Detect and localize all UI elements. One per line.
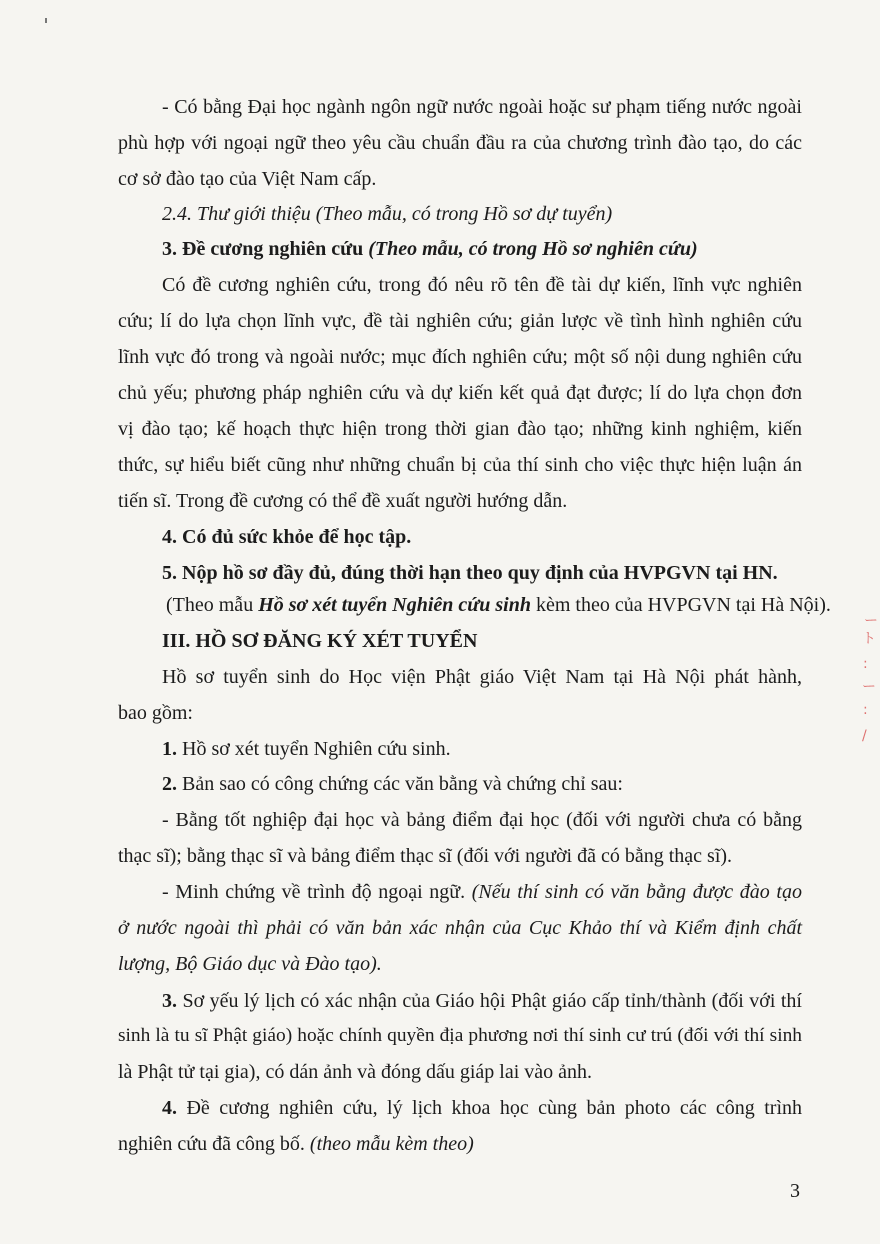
para-proposal-line-3: lĩnh vực đó trong và ngoài nước; mục đích nghiên cứu; một số nội dung nghiên cứu [118, 346, 802, 368]
item-1-number: 1. [162, 738, 177, 760]
item-1-text: Hồ sơ xét tuyển Nghiên cứu sinh. [177, 738, 451, 760]
para-proposal-line-6: thức, sự hiểu biết cũng như những chuẩn bị của thí sinh cho việc thực hiện luận án [118, 454, 802, 476]
heading-health: 4. Có đủ sức khỏe để học tập. [162, 526, 412, 548]
item-2-text: Bản sao có công chứng các văn bằng và chứng chỉ sau: [177, 773, 623, 795]
item-3-text: Sơ yếu lý lịch có xác nhận của Giáo hội Phật giáo cấp tỉnh/thành (đối với thí [177, 990, 802, 1012]
item-3-line-2: sinh là tu sĩ Phật giáo) hoặc chính quyền địa phương nơi thí sinh cư trú (đối với thí sinh [118, 1025, 802, 1046]
item-4-note: (theo mẫu kèm theo) [309, 1133, 474, 1155]
item-2 [162, 771, 623, 797]
item-2-number: 2. [162, 773, 177, 795]
para-proposal-line-7: tiến sĩ. Trong đề cương có thể đề xuất người hướng dẫn. [118, 490, 568, 512]
red-stamp-edge: ー ト : ー : / [862, 613, 878, 744]
para-foreign-degree-line-1: - Có bằng Đại học ngành ngôn ngữ nước ngoài hoặc sư phạm tiếng nước ngoài [162, 96, 802, 118]
para-language-line-3: lượng, Bộ Giáo dục và Đào tạo). [118, 953, 382, 975]
scan-speck [45, 18, 47, 23]
item-3-number: 3. [162, 990, 177, 1012]
note-dossier-form-prefix: (Theo mẫu [166, 594, 259, 616]
heading-research-proposal [162, 236, 698, 262]
item-3-line-1 [162, 988, 802, 1014]
note-dossier-form-title: Hồ sơ xét tuyển Nghiên cứu sinh [258, 594, 531, 616]
heading-submit-dossier: 5. Nộp hồ sơ đầy đủ, đúng thời hạn theo quy định của HVPGVN tại HN. [162, 562, 778, 584]
item-3-line-3: là Phật tử tại gia), có dán ảnh và đóng dấu giáp lai vào ảnh. [118, 1061, 593, 1083]
para-degree-line-2: thạc sĩ); bằng thạc sĩ và bảng điểm thạc sĩ (đối với người đã có bằng thạc sĩ). [118, 845, 733, 867]
item-1 [162, 736, 451, 762]
para-dossier-intro-line-1: Hồ sơ tuyển sinh do Học viện Phật giáo Việt Nam tại Hà Nội phát hành, [162, 666, 802, 688]
para-proposal-line-5: vị đào tạo; kế hoạch thực hiện trong thời gian đào tạo; những kinh nghiệm, kiến [118, 418, 802, 440]
heading-research-proposal-note: (Theo mẫu, có trong Hồ sơ nghiên cứu) [368, 238, 698, 260]
note-dossier-form-suffix: kèm theo của HVPGVN tại Hà Nội). [530, 594, 831, 616]
para-proposal-line-1: Có đề cương nghiên cứu, trong đó nêu rõ tên đề tài dự kiến, lĩnh vực nghiên [162, 274, 802, 296]
para-proposal-line-2: cứu; lí do lựa chọn lĩnh vực, đề tài nghiên cứu; giản lược về tình hình nghiên cứu [118, 310, 802, 332]
para-language-line-1 [162, 879, 802, 905]
para-dossier-intro-line-2: bao gồm: [118, 702, 193, 724]
item-4-number: 4. [162, 1097, 177, 1119]
para-degree-line-1: - Bằng tốt nghiệp đại học và bảng điểm đại học (đối với người chưa có bằng [162, 809, 802, 831]
heading-recommendation-letter: 2.4. Thư giới thiệu (Theo mẫu, có trong Hồ sơ dự tuyển) [162, 203, 613, 225]
note-dossier-form [166, 592, 831, 618]
item-4-line-2 [118, 1131, 474, 1157]
para-language-note: (Nếu thí sinh có văn bằng được đào tạo [471, 881, 802, 903]
para-language-text: - Minh chứng về trình độ ngoại ngữ. [162, 881, 472, 903]
para-language-line-2: ở nước ngoài thì phải có văn bản xác nhận của Cục Khảo thí và Kiểm định chất [118, 917, 802, 939]
item-4-text: Đề cương nghiên cứu, lý lịch khoa học cùng bản photo các công trình [177, 1097, 802, 1119]
para-foreign-degree-line-2: phù hợp với ngoại ngữ theo yêu cầu chuẩn đầu ra của chương trình đào tạo, do các [118, 132, 802, 154]
para-proposal-line-4: chủ yếu; phương pháp nghiên cứu và dự kiến kết quả đạt được; lí do lựa chọn đơn [118, 382, 802, 404]
page-number: 3 [790, 1180, 800, 1202]
item-4-line-1 [162, 1095, 802, 1121]
section-heading-dossier: III. HỒ SƠ ĐĂNG KÝ XÉT TUYỂN [162, 630, 478, 652]
heading-research-proposal-title: 3. Đề cương nghiên cứu [162, 238, 369, 260]
item-4-text-2: nghiên cứu đã công bố. [118, 1133, 310, 1155]
para-foreign-degree-line-3: cơ sở đào tạo của Việt Nam cấp. [118, 168, 377, 190]
